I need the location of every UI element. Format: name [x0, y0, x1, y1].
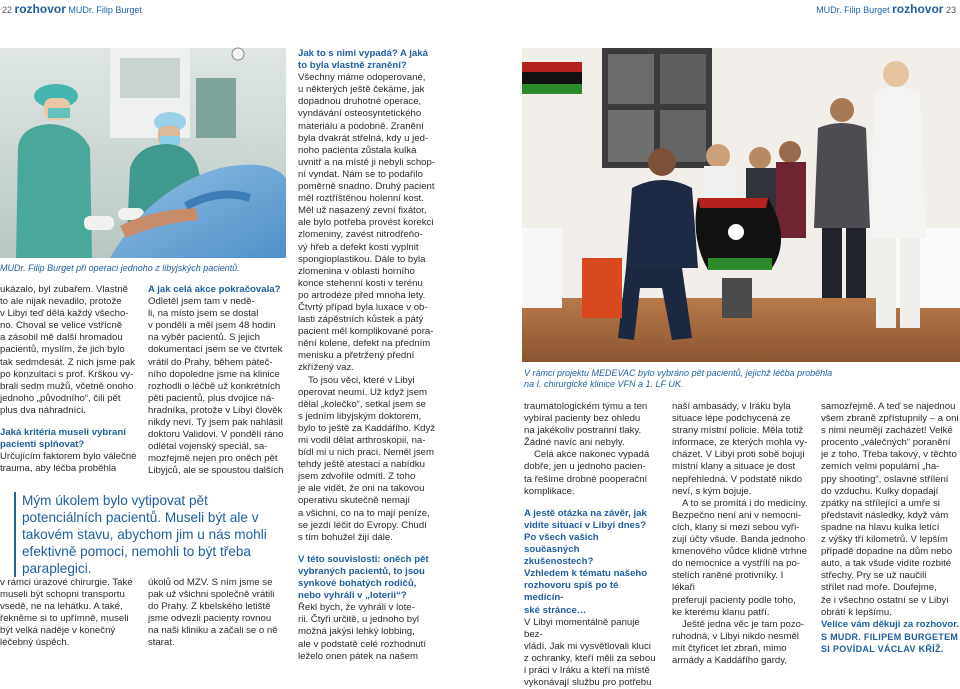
text-line: to ale nijak nevadilo, protože: [0, 296, 122, 308]
text-line: je ale vidět, že oni na takovou: [298, 483, 425, 495]
text-line: neví, s kým bojuje.: [672, 485, 752, 497]
text-line: rozhodli o léčbě už konkrétních: [148, 380, 281, 392]
text-line: V Libyi momentálně panuje bez-: [524, 616, 640, 640]
interview-question: Vzhledem k tématu našeho: [524, 568, 648, 580]
text-line: li, na místo jsem se dostal: [148, 308, 259, 320]
text-line: zemích velmi populární „ha-: [821, 461, 940, 473]
header-person: MUDr. Filip Burget: [816, 5, 890, 15]
text-line: zkřížený vaz.: [298, 362, 354, 374]
text-line: tak sedmdesát. Z nich jsme pak: [0, 356, 135, 368]
text-line: dobře, jen u jednoho pacien-: [524, 461, 646, 473]
header-person: MUDr. Filip Burget: [68, 5, 142, 15]
text-line: Libyjců, ale se spoustou dalších: [148, 465, 284, 477]
text-line: no. Choval se velice vstřícně: [0, 320, 123, 332]
text-line: se jezdí léčit do Evropy. Chudí: [298, 519, 427, 531]
right-column-1: [524, 401, 656, 689]
text-line: a zásobil mě další hromadou: [0, 332, 123, 344]
text-line: bídl mi u nich praci. Neměl jsem: [298, 447, 434, 459]
text-line: informace, ze kterých mohla vy-: [672, 437, 808, 449]
text-line: odlétal vojenský speciál, sa-: [148, 441, 268, 453]
left-page: [0, 0, 480, 669]
text-line: že i všechno ostatní se v Libyi: [821, 594, 949, 606]
text-line: mi vodil dělat arthroskopii, na-: [298, 435, 426, 446]
text-line: ale bylo potřeba provést korekci: [298, 217, 434, 229]
text-line: Celá akce nakonec vypadá: [534, 449, 650, 461]
text-line: pacientů, myslím, že jich bylo: [0, 344, 125, 356]
text-line: z výšky tří kilometrů. V lepším: [821, 534, 948, 546]
text-line: s tím bohužel žijí dále.: [298, 531, 393, 543]
text-line: místní klany a situace je dost: [672, 461, 796, 473]
patients-photo-illustration: [522, 48, 960, 362]
text-line: vybíral pacienty bez ohledu: [524, 413, 641, 425]
interview-question: zkušenostech?: [524, 556, 594, 568]
text-line: strany místní policie. Měla totiž: [672, 425, 804, 437]
text-line: ale v podstatě celé rozhodnutí: [298, 638, 427, 650]
text-line: cházet. V Libyi proti sobě bojují: [672, 449, 805, 461]
text-line: doktoru Validovi. V pondělí ráno: [148, 429, 284, 441]
interview-question: Po všech vašich současných: [524, 531, 599, 556]
text-line: vyndávání osteosyntetického: [298, 108, 422, 120]
surgery-photo-caption: MUDr. Filip Burget při operaci jednoho z libyjských pacientů.: [0, 263, 240, 273]
surgery-photo-illustration: [0, 48, 286, 258]
text-line: i práci v Iráku a kteří na místě: [524, 664, 650, 676]
interview-question: to byla vlastně zranění?: [298, 60, 407, 72]
text-line: operativu skutečně nemají: [298, 495, 410, 507]
text-line: starat.: [148, 637, 175, 649]
text-line: a všichni, co na to mají peníze,: [298, 507, 430, 519]
text-line: dokumentací jsem se ve čtvrtek: [148, 344, 283, 356]
interview-question: rozhovoru spíš po té medicín-: [524, 580, 619, 604]
text-line: vrátil do Prahy, během páteč-: [148, 356, 273, 368]
text-line: nění kolene, defekt na předním: [298, 338, 431, 350]
text-line: konce stehenní kosti v terénu: [298, 277, 423, 289]
text-line: Všechny máme odoperované,: [298, 72, 426, 84]
text-line: v rámci úrazové chirurgie. Také: [0, 577, 133, 588]
interview-question: nebo vyhráli v „loterii“?: [298, 590, 407, 602]
text-line: Žádné navíc ani nebyly.: [524, 437, 625, 449]
text-line: hradníka, protože v Libyi člověk: [148, 404, 283, 416]
text-line: po artrodéze před mnoha lety.: [298, 289, 426, 301]
interview-question: ské stránce…: [524, 604, 587, 616]
author-credit: SI POVÍDAL VÁCLAV KŘÍŽ.: [821, 643, 944, 654]
left-column-1: [0, 284, 142, 475]
text-line: auto, a tak všude vidíte rozbité: [821, 558, 952, 570]
text-line: do Prahy. Z kbelského letiště: [148, 601, 271, 613]
text-line: ke kterému klanu patří.: [672, 606, 770, 618]
text-line: lasti zápěstních kůstek a pátý: [298, 314, 424, 326]
text-line: nikdy neví. Ty jsem pak nahlásil: [148, 417, 283, 429]
text-line: vládí. Jak mi vysvětlovali kluci: [524, 640, 651, 652]
text-line: střílet nad moře. Doufejme,: [821, 582, 937, 594]
text-line: tehdy ještě atestaci a nabídku: [298, 459, 425, 471]
text-line: Určujícím faktorem bylo válečné: [0, 451, 137, 463]
text-line: s nimi neumějí zacházet! Velké: [821, 425, 953, 437]
text-line: do nemocnice a vystřílí na po-: [672, 558, 800, 570]
text-line: byla dvakrát střelná, kdy u jed-: [298, 132, 429, 144]
text-line: možná jakýsi lehký lobbing,: [298, 626, 415, 638]
interview-question: vybraných pacientů, to jsou: [298, 565, 425, 577]
text-line: mít čtyřicet let zbraň, mimo: [672, 642, 787, 654]
text-line: měl roztříštěnou holenní kost.: [298, 193, 424, 205]
text-line: ta řešíme drobné pooperační: [524, 473, 648, 485]
text-line: cích, klany si mezi sebou vyři-: [672, 521, 800, 533]
text-line: řekněme si to upřímně, museli: [0, 613, 129, 625]
text-line: z ochranky, kteří měli za sebou: [524, 652, 656, 664]
text-line: vý hřeb a defekt kosti vyplnit: [298, 241, 419, 253]
text-line: kmenového vůdce klidně vtrhne: [672, 546, 807, 558]
closing-thanks: Velice vám děkuji za rozhovor.: [821, 618, 960, 630]
text-line: jsem zdvořile odmítl. Z toho: [298, 471, 416, 483]
text-line: spadne na hlavu kulka letící: [821, 521, 940, 533]
text-line: po konzultaci s prof. Krškou vy-: [0, 368, 134, 380]
interview-question: V této souvislosti: oněch pět: [298, 553, 429, 565]
interview-question: vidíte situaci v Libyi dnes?: [524, 519, 647, 531]
text-line: představit následky, když vám: [821, 509, 949, 521]
right-column-2: [672, 401, 808, 667]
text-line: je z toho. Třeba takový, v těchto: [821, 449, 957, 461]
text-line: pěti pacientů, plus dvojice ná-: [148, 392, 275, 404]
text-line: s jedním libyjským doktorem,: [298, 410, 422, 422]
text-line: Ještě jedna věc je tam pozo-: [682, 618, 805, 630]
text-line: vsedě, ne na lehátku. A také,: [0, 601, 123, 613]
text-line: zují účty všude. Banda jednoho: [672, 534, 806, 546]
page-number: 23: [945, 5, 956, 15]
text-line: ního dopoledne jsme na klinice: [148, 368, 280, 380]
text-line: na naši kliniku a začali se o ně: [148, 625, 278, 637]
left-column-3: [298, 48, 474, 663]
text-line: bylo to ještě za Kaddáfího. Když: [298, 422, 436, 434]
text-line: na výběr pacientů. S jejich: [148, 332, 260, 344]
text-line: mozřejmě nejen pro oněch pět: [148, 453, 278, 465]
text-line: zpátky na střílející a umře si: [821, 497, 940, 509]
left-column-2: [148, 284, 290, 478]
interview-question: synkové bohatých rodičů,: [298, 578, 417, 590]
text-line: spongioplastikou. Dále to byla: [298, 253, 426, 265]
text-line: materiálu a podobně. Zranění: [298, 120, 424, 132]
text-line: dělal „kolečko“, setkal jsem se: [298, 398, 426, 410]
text-line: v pondělí a měl jsem 48 hodin: [148, 320, 276, 332]
text-line: léčebný úspěch.: [0, 637, 70, 649]
text-line: poměrně snadno. Druhý pacient: [298, 181, 435, 193]
text-line: stelích raněné protivníky. I lékaři: [672, 570, 784, 594]
text-line: pak už všichni společně vrátili: [148, 589, 275, 601]
text-line: Bezpečno není ani v nemocni-: [672, 509, 802, 521]
text-line: dopadnou druhotné operace,: [298, 96, 422, 108]
surgery-photo: [0, 48, 286, 258]
section-title: rozhovor: [14, 2, 66, 16]
text-line: Měl už nasazený zevní fixátor,: [298, 205, 427, 217]
caption-line: V rámci projektu MEDEVAC bylo vybráno pět pacientů, jejichž léčba proběhla: [524, 368, 833, 378]
text-line: situace lépe podchycená ze: [672, 413, 791, 425]
text-line: traumatologickém týmu a ten: [524, 401, 648, 412]
text-line: zlomenina v oblasti horního: [298, 265, 415, 277]
text-line: menisku a přetržený přední: [298, 350, 415, 362]
text-line: vykonávají službu pro potřebu: [524, 677, 652, 689]
interview-question: Jak to s nimi vypadá? A jaká: [298, 48, 428, 59]
left-page-header: [2, 2, 142, 16]
left-column-1-bottom: [0, 577, 142, 650]
text-line: ruhodná, v Libyi nikdo nesměl: [672, 630, 799, 642]
text-line: operovat neumí. Už když jsem: [298, 386, 428, 398]
text-line: procento „válečných“ poranění: [821, 437, 951, 449]
text-line: naší ambasády, v Iráku byla: [672, 401, 791, 412]
text-line: museli být schopni transportu: [0, 589, 125, 601]
text-line: leželo onen pátek na našem: [298, 650, 419, 662]
text-line: trauma, aby léčba proběhla: [0, 463, 117, 475]
text-line: případě dopadne na dům nebo: [821, 546, 953, 558]
text-line: v Libyi teď dělá každý všecho-: [0, 308, 129, 320]
text-line: jednoho „původního“, čili pět: [0, 392, 121, 404]
patients-group-photo: [522, 48, 960, 362]
text-line: samozřejmě. A teď se najednou: [821, 401, 956, 412]
text-line: na jakékoliv postranní tlaky.: [524, 425, 642, 437]
text-line: Řekl bych, že vyhráli v lote-: [298, 602, 415, 614]
text-line: nepřehledná. V podstatě nikdo: [672, 473, 803, 485]
interview-question: pacienti splňovat?: [0, 439, 85, 451]
pull-quote: Mým úkolem bylo vytipovat pět potenciálních pacientů. Museli být ale v takovém stavu, abychom jim u nás mohli efektivně pomoci, nemohli to být třeba paraplegici.: [14, 492, 284, 577]
right-page: [480, 0, 960, 689]
author-credit: S MUDR. FILIPEM BURGETEM: [821, 631, 959, 642]
patients-photo-caption: [524, 368, 960, 390]
text-line: A to se promítá i do medicíny.: [682, 497, 808, 509]
text-line: rii. Čtyři určitě, u jednoho byl: [298, 614, 420, 626]
text-line: To jsou věci, které v Libyi: [308, 374, 415, 386]
text-line: zlomeniny, zavést nitrodřeňo-: [298, 229, 423, 241]
text-line: noho pacienta zůstala kulka: [298, 144, 417, 156]
caption-line: na I. chirurgické klinice VFN a 1. LF UK.: [524, 379, 684, 389]
section-title: rozhovor: [892, 2, 944, 16]
interview-question: A jak celá akce pokračovala?: [148, 284, 281, 295]
text-line: uvnitř a na místě ji nebyli schop-: [298, 156, 436, 168]
text-line: plus dva náhradníci.: [0, 404, 86, 416]
text-line: komplikace.: [524, 485, 575, 497]
text-line: být velká naděje v konečný: [0, 625, 116, 637]
text-line: ppy shooting“, oslavné střílení: [821, 473, 949, 485]
text-line: armády a Kaddáfího gardy,: [672, 654, 788, 666]
right-page-header: [816, 2, 956, 16]
text-line: ní vyndat. Nám se to podařilo: [298, 168, 423, 180]
interview-question: A jestě otázka na závěr, jak: [524, 507, 647, 519]
text-line: preferují pacienty podle toho,: [672, 594, 796, 606]
text-line: do vzduchu. Kulky dopadají: [821, 485, 939, 497]
text-line: brali sedm mužů, včetně onoho: [0, 380, 134, 392]
text-line: Čtvrtý případ byla luxace v ob-: [298, 301, 428, 313]
text-line: úkolů od MZV. S ním jsme se: [148, 577, 273, 588]
text-line: u některých ještě čekáme, jak: [298, 84, 425, 96]
left-column-2-bottom: [148, 577, 290, 650]
text-line: Odletěl jsem tam v nedě-: [148, 296, 255, 308]
page-number: 22: [2, 5, 13, 15]
right-column-3: [821, 401, 960, 655]
text-line: všem zbraně zpřístupnily – a oni: [821, 413, 959, 425]
text-line: ukázalo, byl zubařem. Vlastně: [0, 284, 128, 295]
interview-question: Jaká kritéria museli vybraní: [0, 427, 126, 439]
text-line: jsme odvezli pacienty rovnou: [148, 613, 272, 625]
text-line: pacient měl komplikované pora-: [298, 326, 434, 338]
text-line: střechy. Pry se už naučili: [821, 570, 927, 582]
text-line: obrátí k lepšímu.: [821, 606, 892, 618]
